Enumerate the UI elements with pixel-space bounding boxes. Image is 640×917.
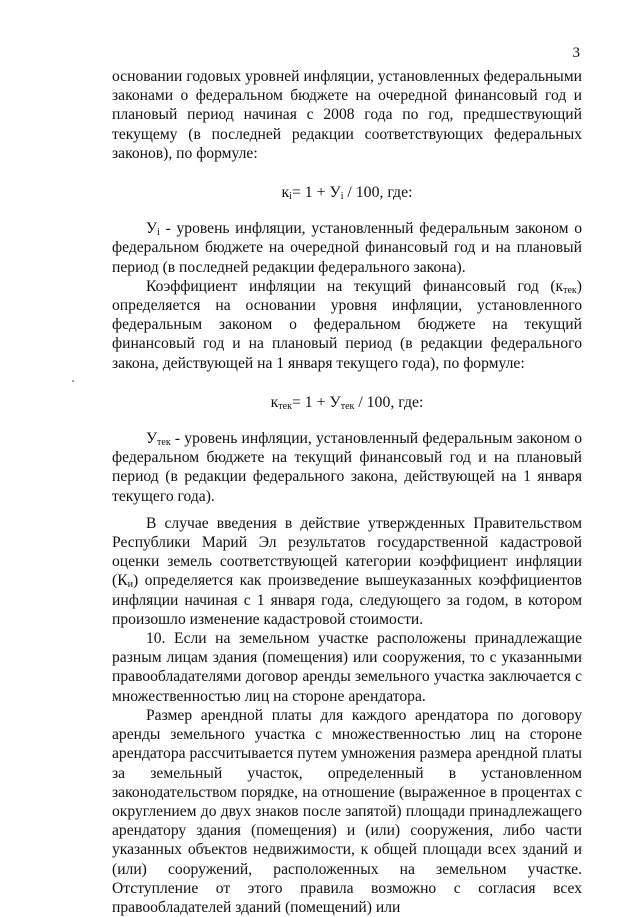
cadastral-text-b: ) определяется как произведение вышеуказанных коэффициентов инфляции начиная с 1 января года, следующего за годом, в котором произошло изменение кадастровой стоимости. — [112, 572, 582, 628]
formula-ki-subscript-2: i — [340, 191, 344, 203]
yi-definition-text: - уровень инфляции, установленный федеральным законом о федеральном бюджете на очередной финансовый год и на плановый период (в последней редакции федерального закона). — [112, 220, 582, 276]
ytek-subscript: тек — [157, 437, 171, 449]
paragraph-clause-10: 10. Если на земельном участке расположены принадлежащие разным лицам здания (помещения) или сооружения, то с указанными правообладателями договор аренды земельного участка заключается с множественностью лиц на стороне арендатора. — [112, 630, 582, 705]
cadastral-text-a: В случае введения в действие утвержденных Правительством Республики Марий Эл результатов государственной кадастровой оценки земель соответствующей категории коэффициент инфляции (К — [112, 514, 582, 590]
paragraph-ktek — [112, 277, 582, 373]
ktek-text-a: Коэффициент инфляции на текущий финансовый год (к — [146, 277, 564, 295]
paragraph-yi-definition — [112, 219, 582, 277]
page-number: 3 — [572, 45, 580, 61]
formula-ktek-symbol: к — [270, 393, 279, 411]
formula-ktek-subscript-2: тек — [340, 400, 355, 412]
paragraph-intro: основании годовых уровней инфляции, установленных федеральными законами о федеральном бюджете на очередной финансовый год и плановый период начиная с 2008 года по год, предшествующий текущему (в последней редакции соответствующих федеральных законов), по формуле: — [112, 68, 582, 162]
ytek-symbol: У — [146, 430, 158, 448]
formula-ki-symbol: к — [281, 184, 290, 202]
paragraph-cadastral — [112, 514, 582, 629]
paragraph-rent-size: Размер арендной платы для каждого арендатора по договору аренды земельного участка с множественностью лиц на стороне арендатора рассчитывается путем умножения размера арендной платы за земельный участок, определенный в установленном законодательством порядке, на отношение (выраженное в процентах с округлением до двух знаков после запятой) площади принадлежащего арендатору здания (помещения) и (или) сооружения, либо части указанных объектов недвижимости, к общей площади всех зданий и (или) сооружений, расположенных на земельном участке. Отступление от этого правила возможно с согласия всех правообладателей зданий (помещений) или — [112, 706, 582, 916]
ktek-subscript: тек — [563, 284, 577, 296]
ktek-text-b: ) определяется на основании уровня инфляции, установленного федеральным законом о федеральном бюджете на текущий финансовый год и на плановый период (в редакции федерального закона, действующей на 1 января текущего года), по формуле: — [112, 277, 582, 372]
formula-ktek-suffix: / 100, где: — [354, 393, 424, 411]
formula-ktek-subscript: тек — [278, 400, 292, 412]
formula-ki-subscript: i — [289, 191, 292, 203]
formula-ktek-body: = 1 + У — [291, 393, 341, 411]
formula-ki-body: = 1 + У — [291, 184, 341, 202]
formula-ktek — [112, 393, 582, 412]
formula-ki-suffix: / 100, где: — [343, 184, 413, 202]
ytek-definition-text: - уровень инфляции, установленный федеральным законом о федеральном бюджете на текущий финансовый год и на плановый период (в редакции федерального закона, действующей на 1 января текущего года). — [112, 430, 582, 505]
formula-ki — [112, 183, 582, 202]
scan-speck — [72, 380, 74, 382]
paragraph-ytek-definition — [112, 429, 582, 506]
ki-subscript: и — [127, 579, 133, 591]
yi-subscript: i — [157, 227, 160, 239]
document-body — [112, 67, 582, 917]
yi-symbol: У — [146, 220, 158, 238]
